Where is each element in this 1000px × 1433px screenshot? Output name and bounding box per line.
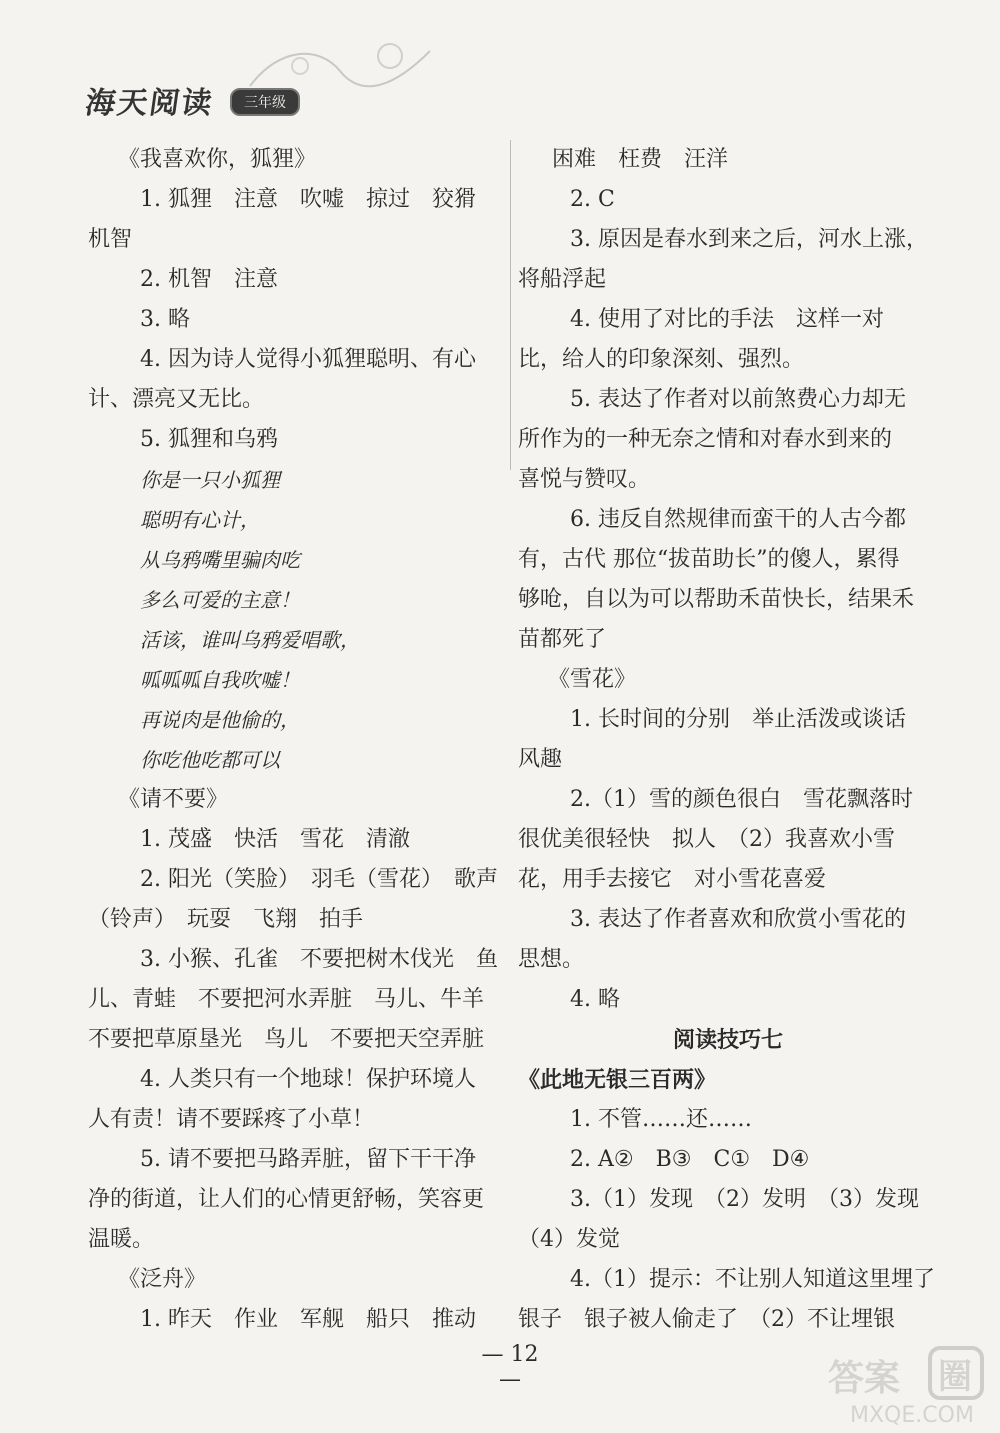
section-title: 《我喜欢你，狐狸》 [118,147,317,172]
grade-badge: 三年级 [230,88,300,116]
answer-line: 所作为的一种无奈之情和对春水到来的 [518,427,893,452]
left-column [88,140,498,1340]
answer-line: 有，古代 那位“拔苗助长”的傻人，累得 [518,547,900,572]
answer-line: 4. 人类只有一个地球！保护环境人 [140,1067,476,1092]
answer-line: （4）发觉 [518,1227,620,1252]
answer-line: 人有责！请不要踩疼了小草！ [88,1107,375,1132]
answer-line: 2. C [570,187,615,212]
section-title: 《此地无银三百两》 [518,1067,717,1093]
svg-text:答案: 答案 [828,1358,901,1399]
answer-line: 4. 使用了对比的手法 这样一对 [570,307,884,332]
answer-line: 1. 不管……还…… [570,1107,752,1132]
svg-text:MXQE.COM: MXQE.COM [850,1403,974,1428]
answer-line: 不要把草原垦光 鸟儿 不要把天空弄脏 [88,1027,485,1052]
answer-line: 喜悦与赞叹。 [518,467,651,492]
answer-line: 儿、青蛙 不要把河水弄脏 马儿、牛羊 [88,987,485,1012]
answer-line: 活该，谁叫乌鸦爱唱歌， [140,628,360,652]
answer-line: 1. 长时间的分别 举止活泼或谈话 [570,707,906,732]
answer-line: 4. 因为诗人觉得小狐狸聪明、有心 [140,347,476,372]
answer-line: 5. 狐狸和乌鸦 [140,427,278,452]
answer-line: 风趣 [518,747,563,772]
answer-line: 银子 银子被人偷走了 （2）不让埋银 [518,1307,895,1332]
answer-line: 3. 原因是春水到来之后，河水上涨， [570,227,928,252]
answer-line: 温暖。 [88,1227,155,1252]
answer-line: 5. 表达了作者对以前煞费心力却无 [570,387,906,412]
answer-line: 3. 小猴、孔雀 不要把树木伐光 鱼 [140,947,498,972]
answer-line: 6. 违反自然规律而蛮干的人古今都 [570,507,906,532]
answer-line: 2.（1）雪的颜色很白 雪花飘落时 [570,787,913,812]
answer-line: 3.（1）发现 （2）发明 （3）发现 [570,1187,919,1212]
book-logo: 海天阅读 [83,86,216,121]
answer-line: 困难 枉费 汪洋 [552,147,729,172]
answer-line: 计、漂亮又无比。 [88,387,265,412]
answer-line: 机智 [88,227,133,252]
answer-line: 4.（1）提示：不让别人知道这里埋了 [570,1267,935,1292]
section-title: 《请不要》 [118,787,229,812]
answer-line: 比，给人的印象深刻、强烈。 [518,347,805,372]
section-title: 《泛舟》 [118,1267,207,1292]
chapter-heading: 阅读技巧七 [672,1027,783,1053]
decorative-swirl-icon [240,36,440,96]
answer-line: （铃声） 玩耍 飞翔 拍手 [88,907,364,932]
answer-line: 1. 茂盛 快活 雪花 清澈 [140,827,410,852]
book-header [80,72,340,132]
answer-line: 将船浮起 [518,267,607,292]
answer-line: 从乌鸦嘴里骗肉吃 [140,548,300,572]
answer-line: 你吃他吃都可以 [140,748,280,772]
answer-line: 5. 请不要把马路弄脏，留下干干净 [140,1147,476,1172]
answer-line: 苗都死了 [518,627,607,652]
answer-line: 你是一只小狐狸 [140,468,280,492]
right-column [518,140,938,1340]
answer-line: 够呛，自以为可以帮助禾苗快长，结果禾 [518,587,915,612]
svg-text:圈: 圈 [938,1357,972,1397]
answer-line: 1. 昨天 作业 军舰 船只 推动 [140,1307,476,1332]
section-title: 《雪花》 [548,667,637,692]
column-divider [510,140,511,470]
answer-line: 净的街道，让人们的心情更舒畅，笑容更 [88,1187,485,1212]
answer-line: 3. 表达了作者喜欢和欣赏小雪花的 [570,907,906,932]
answer-line: 呱呱呱自我吹嘘！ [140,668,300,692]
watermark-logo-icon [820,1340,990,1430]
answer-line: 2. 机智 注意 [140,267,278,292]
answer-line: 花，用手去接它 对小雪花喜爱 [518,867,827,892]
answer-line: 3. 略 [140,307,190,332]
answer-line: 2. A② B③ C① D④ [570,1147,810,1172]
answer-line: 聪明有心计， [140,508,260,532]
page-number: — 12 — [481,1342,539,1392]
answer-line: 4. 略 [570,987,620,1012]
answer-line: 2. 阳光（笑脸） 羽毛（雪花） 歌声 [140,867,498,892]
answer-line: 很优美很轻快 拟人 （2）我喜欢小雪 [518,827,895,852]
answer-line: 再说肉是他偷的， [140,708,300,732]
answer-line: 多么可爱的主意！ [140,588,300,612]
answer-line: 1. 狐狸 注意 吹嘘 掠过 狡猾 [140,187,476,212]
answer-line: 思想。 [518,947,585,972]
